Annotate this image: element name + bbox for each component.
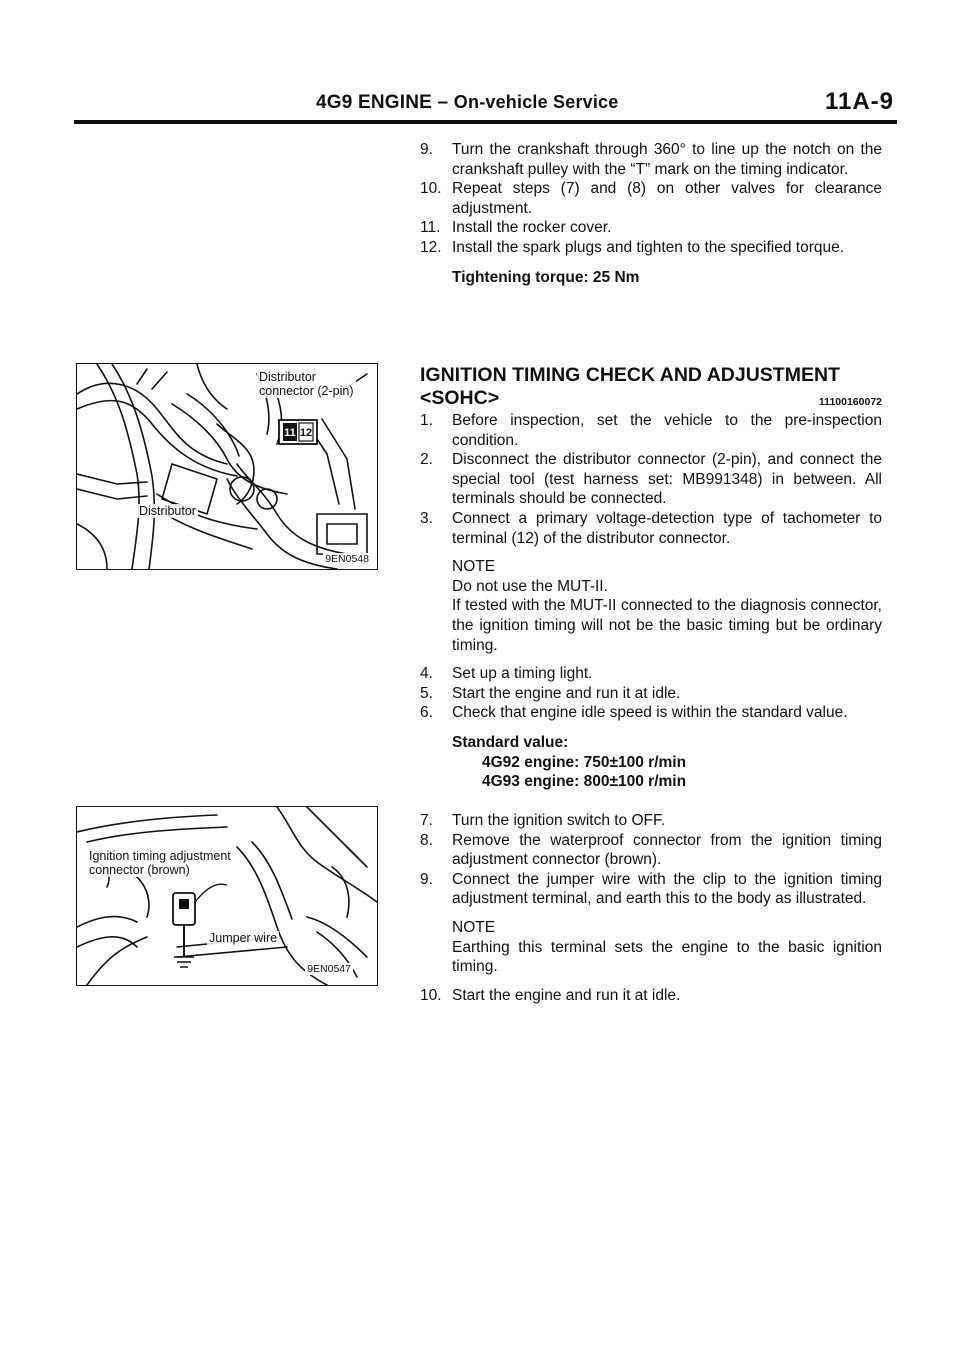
section-title: IGNITION TIMING CHECK AND ADJUSTMENT xyxy=(420,364,840,386)
step-item: 2. Disconnect the distributor connector (2-pin), and connect the special tool (test harness set: MB991348) in between. All terminals should be connected. xyxy=(420,451,882,508)
label-jumper-wire: Jumper wire xyxy=(209,931,278,945)
step-item: 3. Connect a primary voltage-detection type of tachometer to terminal (12) of the distributor connector. xyxy=(420,509,882,547)
adjustment-connector-illustration xyxy=(77,807,377,985)
section-code: 11100160072 xyxy=(818,396,882,408)
block-valve-clearance xyxy=(420,140,882,287)
note-block: NOTE Do not use the MUT-II. If tested with the MUT-II connected to the diagnosis connector, the ignition timing will not be the basic timing but be ordinary timing. xyxy=(452,558,882,654)
note-label: NOTE xyxy=(452,918,496,936)
label-distributor: Distributor xyxy=(139,504,196,518)
figure-code: 9EN0547 xyxy=(307,963,351,975)
block-ignition-timing xyxy=(420,364,882,792)
label-adjustment-connector: Ignition timing adjustment connector (brown) xyxy=(89,849,231,877)
step-item: 8. Remove the waterproof connector from the ignition timing adjustment connector (brown). xyxy=(420,831,882,869)
steps-list-2a xyxy=(420,411,882,548)
header-engine: 4G9 ENGINE xyxy=(316,92,433,113)
figure-distributor-connector xyxy=(76,363,378,570)
label-distributor-connector: Distributor connector (2-pin) xyxy=(259,370,354,398)
step-item: 12. Install the spark plugs and tighten to the specified torque. xyxy=(420,238,845,256)
standard-value: Standard value: 4G92 engine: 750±100 r/min 4G93 engine: 800±100 r/min xyxy=(452,733,687,791)
steps-list-1 xyxy=(420,140,882,258)
terminal-12-label: 12 xyxy=(299,427,313,439)
step-item: 4. Set up a timing light. xyxy=(420,665,593,683)
header-rule xyxy=(74,120,897,124)
steps-list-3a xyxy=(420,811,882,909)
step-item: 1. Before inspection, set the vehicle to the pre-inspection condition. xyxy=(420,412,882,449)
note-label: NOTE xyxy=(452,558,496,576)
step-item: 10. Start the engine and run it at idle. xyxy=(420,986,681,1004)
step-item: 11. Install the rocker cover. xyxy=(420,219,612,237)
header-title xyxy=(316,92,618,114)
step-item: 10. Repeat steps (7) and (8) on other valves for clearance adjustment. xyxy=(420,180,882,217)
note-block: NOTE Earthing this terminal sets the engine to the basic ignition timing. xyxy=(452,918,882,976)
section-subtitle: <SOHC> 11100160072 xyxy=(420,387,882,411)
step-item: 6. Check that engine idle speed is within the standard value. xyxy=(420,704,848,722)
terminal-11-label: 11 xyxy=(284,427,296,439)
figure-ignition-adjustment-connector xyxy=(76,806,378,986)
header-dash: – xyxy=(437,92,449,113)
figure-code: 9EN0548 xyxy=(325,553,369,565)
steps-list-3b xyxy=(420,986,882,1006)
steps-list-2b xyxy=(420,664,882,723)
page-number: 11A-9 xyxy=(824,88,894,115)
step-item: 7. Turn the ignition switch to OFF. xyxy=(420,812,666,829)
step-item: 9. Connect the jumper wire with the clip to the ignition timing adjustment terminal, and earth this to the body as illustrated. xyxy=(420,870,882,908)
header-subtitle: On-vehicle Service xyxy=(453,92,619,112)
block-adjustment xyxy=(420,811,882,1005)
tightening-torque: Tightening torque: 25 Nm xyxy=(452,268,640,286)
page-header xyxy=(0,0,960,130)
step-item: 9. Turn the crankshaft through 360° to line up the notch on the crankshaft pulley with the “T” mark on the timing indicator. xyxy=(420,141,882,178)
step-item: 5. Start the engine and run it at idle. xyxy=(420,684,681,702)
